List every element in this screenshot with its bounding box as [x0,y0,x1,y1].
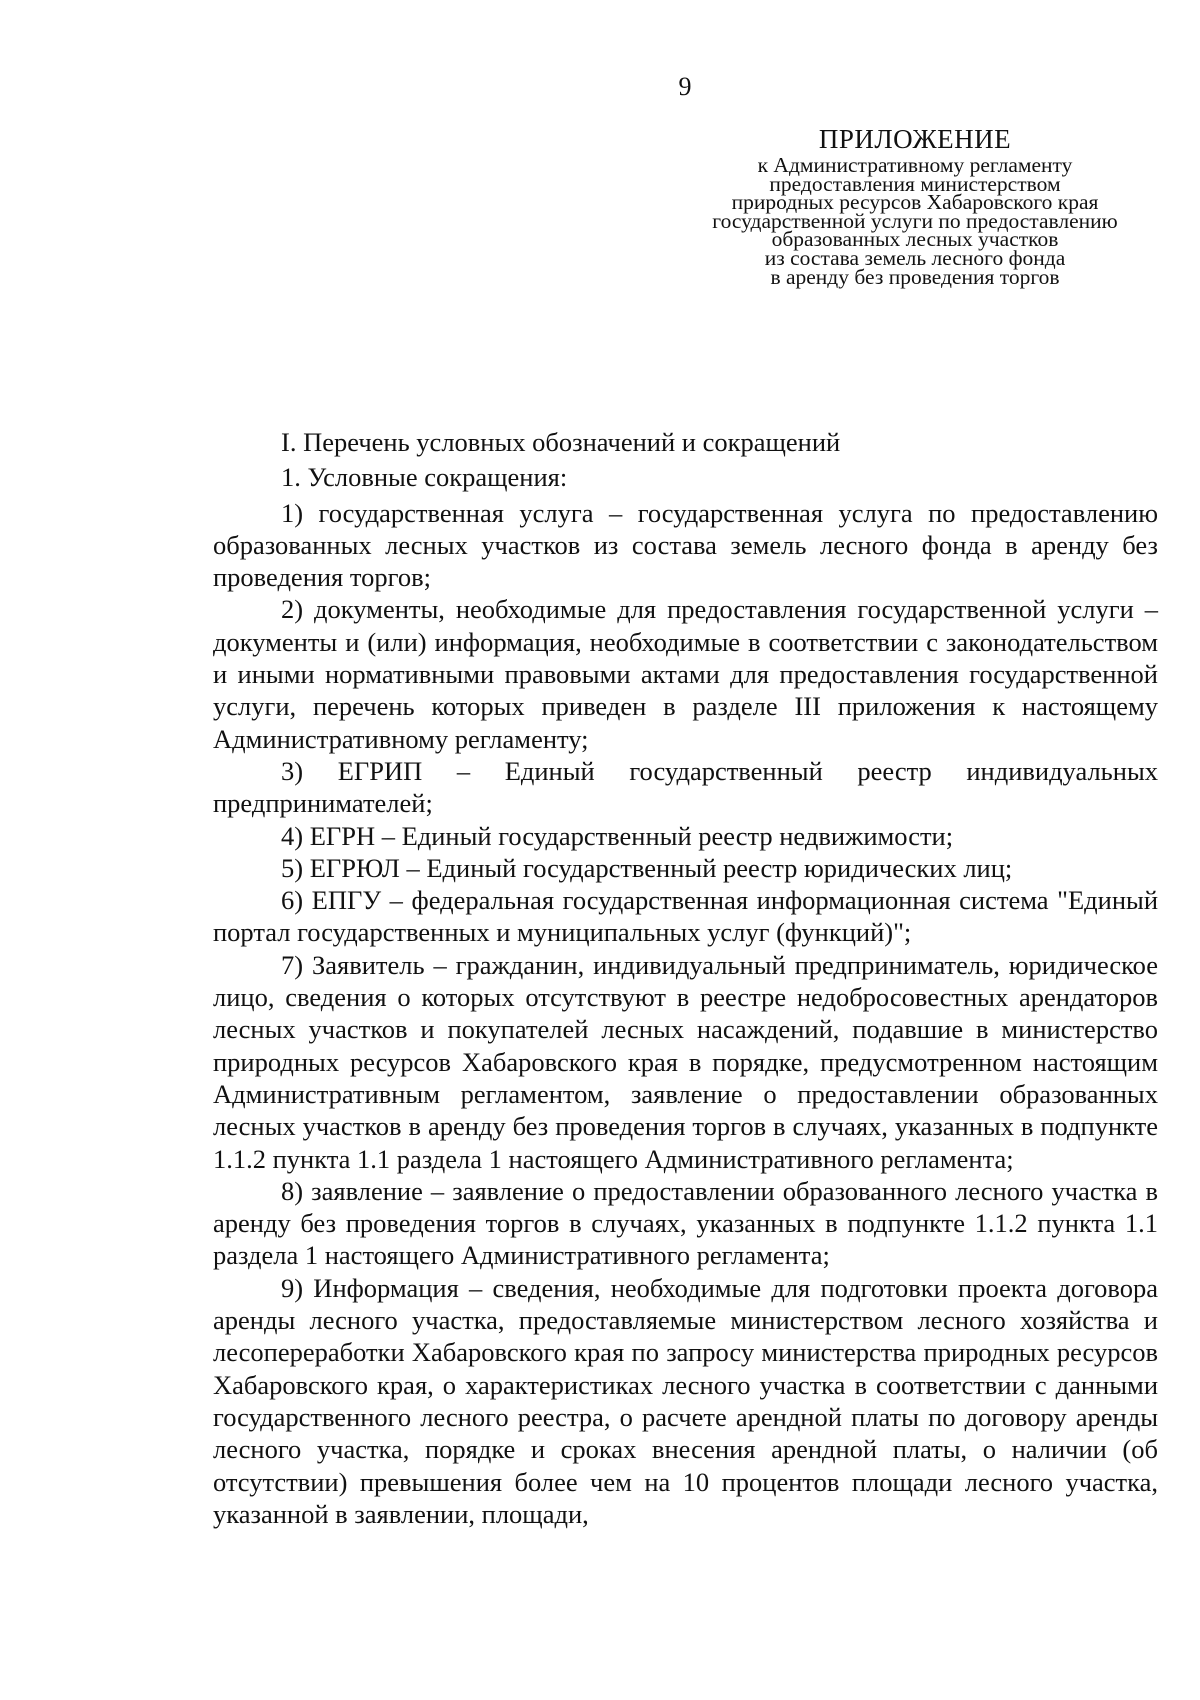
abbreviation-item: 3) ЕГРИП – Единый государственный реестр индивидуальных предпринимателей; [213,755,1158,819]
appendix-line: к Административному регламенту [757,153,1073,177]
appendix-line: в аренду без проведения торгов [770,264,1060,289]
appendix-line: из состава земель лесного фонда [764,245,1066,270]
abbreviation-item: 9) Информация – сведения, необходимые для подготовки проекта договора аренды лесного участка, предоставляемые министерством лесного хозяйства и лесопереработки Хабаровского края по запросу министерства природных ресурсов Хабаровского края, о характеристиках лесного участка в соответствии с данными государственного лесного реестра, о расчете арендной платы по договору аренды лесного участка, порядке и сроках внесения арендной платы, о наличии (об отсутствии) превышения более чем на 10 процентов площади лесного участка, указанной в заявлении, площади, [213,1272,1158,1529]
abbreviation-item: 5) ЕГРЮЛ – Единый государственный реестр юридических лиц; [281,852,1013,883]
document-body [213,426,1158,1530]
appendix-line: образованных лесных участков [771,227,1059,252]
abbreviation-item: 7) Заявитель – гражданин, индивидуальный предприниматель, юридическое лицо, сведения о которых отсутствуют в реестре недобросовестных арендаторов лесных участков и покупателей лесных насаждений, подавшие в министерство природных ресурсов Хабаровского края в порядке, предусмотренном настоящим Административным регламентом, заявление о предоставлении образованных лесных участков в аренду без проведения торгов в случаях, указанных в подпункте 1.1.2 пункта 1.1 раздела 1 настоящего Административного регламента; [213,949,1158,1174]
abbreviation-item: 4) ЕГРН – Единый государственный реестр недвижимости; [281,820,954,851]
appendix-header [665,122,1165,289]
abbreviation-item: 6) ЕПГУ – федеральная государственная информационная система "Единый портал государственных и муниципальных услуг (функций)"; [213,885,1158,948]
appendix-title: ПРИЛОЖЕНИЕ [818,124,1012,154]
appendix-line: предоставления министерством [769,171,1061,196]
appendix-line: государственной услуги по предоставлению [712,208,1118,233]
abbreviation-item: 2) документы, необходимые для предоставления государственной услуги – документы и (или) информация, необходимые в соответствии с законодательством и иными нормативными правовыми актами для предоставления государственной услуги, перечень которых приведен в разделе III приложения к настоящему Административному регламенту; [213,594,1158,754]
appendix-line: природных ресурсов Хабаровского края [731,190,1099,215]
page-number: 9 [678,72,692,101]
section-subheading: 1. Условные сокращения: [281,462,568,493]
abbreviation-item: 8) заявление – заявление о предоставлении образованного лесного участка в аренду без проведения торгов в случаях, указанных в подпункте 1.1.2 пункта 1.1 раздела 1 настоящего Административного регламента; [213,1175,1158,1271]
section-heading: I. Перечень условных обозначений и сокращений [281,427,841,457]
abbreviation-item: 1) государственная услуга – государственная услуга по предоставлению образованных лесных участков из состава земель лесного фонда в аренду без проведения торгов; [213,497,1158,593]
